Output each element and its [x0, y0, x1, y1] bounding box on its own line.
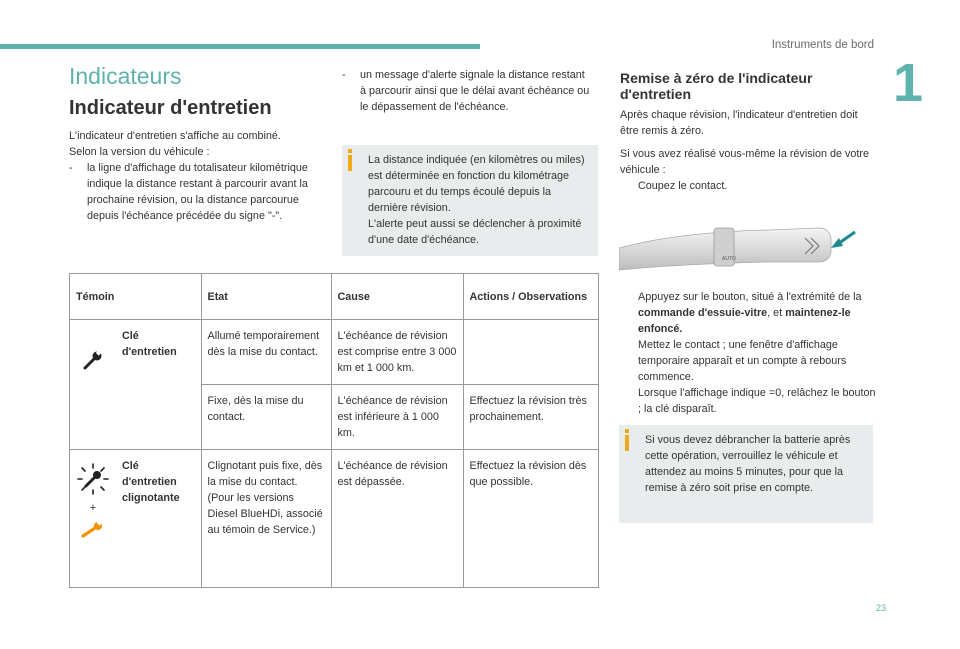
dash-marker: - — [342, 69, 346, 81]
wiper-stalk-illustration — [619, 210, 873, 285]
list-item — [620, 289, 876, 337]
header-accent-rule — [0, 44, 480, 49]
list-item — [69, 160, 319, 224]
step-text — [638, 289, 876, 337]
info-icon — [625, 429, 629, 433]
table-cell-actions: Effectuez la révision dès que possible. — [463, 450, 599, 588]
header-cause: Cause — [331, 274, 463, 320]
chapter-number: 1 — [893, 53, 924, 113]
table-cell-cause: L'échéance de révision est inférieure à 1 000 km. — [331, 385, 463, 450]
dash-marker: - — [69, 162, 73, 174]
indicator-table — [69, 273, 599, 588]
intro-line-1: L'indicateur d'entretien s'affiche au combiné. — [69, 130, 281, 142]
reset-steps — [620, 289, 876, 417]
table-cell-icon — [70, 450, 117, 588]
intro-line-2: Selon la version du véhicule : — [69, 146, 210, 158]
alert-text — [342, 67, 590, 115]
info-text-1: La distance indiquée (en kilomètres ou miles) est déterminée en fonction du kilométrage parcouru et du temps écoulé depuis la dernière révision. — [368, 154, 585, 214]
reset-steps-intro — [620, 146, 870, 194]
step-bullet-icon — [620, 385, 638, 417]
header-temoin: Témoin — [70, 274, 202, 320]
orange-wrench-icon — [80, 520, 106, 540]
table-header-row — [70, 274, 599, 320]
wrench-icon — [81, 348, 105, 372]
table-cell-etat: Clignotant puis fixe, dès la mise du contact. (Pour les versions Diesel BlueHDi, associé au témoin de Service.) — [201, 450, 331, 588]
reset-intro: Après chaque révision, l'indicateur d'entretien doit être remis à zéro. — [620, 109, 858, 137]
reset-section-title: Remise à zéro de l'indicateur d'entretien — [620, 70, 813, 102]
reset-condition: Si vous avez réalisé vous-même la révision de votre véhicule : — [620, 148, 870, 176]
table-cell-name: Clé d'entretien clignotante — [116, 450, 201, 588]
list-item — [342, 67, 590, 115]
step-text-a: Appuyez sur le bouton, situé à l'extrémité de la — [638, 291, 862, 303]
table-cell-cause: L'échéance de révision est dépassée. — [331, 450, 463, 588]
plus-sign: + — [89, 502, 97, 514]
section-title: Indicateurs — [69, 63, 182, 89]
table-row — [70, 320, 599, 385]
intro-text — [69, 128, 319, 224]
info-icon-bar — [348, 155, 352, 171]
chapter-title: Instruments de bord — [771, 39, 874, 51]
step-bullet-icon — [620, 289, 638, 337]
bullet-text: la ligne d'affichage du totalisateur kilométrique indique la distance restant à parcourir avant la prochaine révision, ou la distance parcourue depuis l'échéance précédée du signe "-". — [87, 162, 308, 222]
list-item — [620, 178, 870, 194]
info-box-distance — [342, 145, 598, 256]
info-icon-bar — [625, 435, 629, 451]
table-cell-actions: Effectuez la révision très prochainement. — [463, 385, 599, 450]
info-text-2: L'alerte peut aussi se déclencher à proximité d'une date d'échéance. — [368, 218, 582, 246]
step-text-bold-1: commande d'essuie-vitre — [638, 307, 768, 319]
step-text: Lorsque l'affichage indique =0, relâchez le bouton ; la clé disparaît. — [638, 387, 876, 415]
list-item — [620, 385, 876, 417]
step-text-c: , et — [767, 307, 786, 319]
step-text-bold-2: maintenez-le enfoncé. — [638, 307, 851, 335]
table-cell-cause: L'échéance de révision est comprise entre 3 000 km et 1 000 km. — [331, 320, 463, 385]
table-cell-name: Clé d'entretien — [116, 320, 201, 450]
table-cell-actions — [463, 320, 599, 385]
list-item — [620, 337, 876, 385]
stalk-auto-label: AUTO — [722, 256, 736, 262]
step-bullet-icon — [620, 337, 638, 385]
blinking-wrench-icon — [76, 462, 110, 496]
bullet-text: un message d'alerte signale la distance restant à parcourir ainsi que le délai avant échéance ou le dépassement de l'échéance. — [360, 69, 590, 113]
info-icon — [348, 149, 352, 153]
table-cell-etat: Fixe, dès la mise du contact. — [201, 385, 331, 450]
step-text: Mettez le contact ; une fenêtre d'affichage temporaire apparaît et un compte à rebours commence. — [638, 339, 847, 383]
info-box-battery — [619, 425, 873, 523]
header-actions: Actions / Observations — [463, 274, 599, 320]
info-text: Si vous devez débrancher la batterie après cette opération, verrouillez le véhicule et attendez au moins 5 minutes, pour que la remise à zéro soit prise en compte. — [645, 434, 851, 494]
page-title: Indicateur d'entretien — [69, 97, 272, 119]
table-cell-etat: Allumé temporairement dès la mise du contact. — [201, 320, 331, 385]
page-number: 23 — [875, 603, 886, 613]
header-etat: Etat — [201, 274, 331, 320]
step-bullet-icon — [620, 178, 638, 194]
table-row — [70, 450, 599, 588]
step-text: Coupez le contact. — [638, 180, 728, 192]
table-cell-icon — [70, 320, 117, 450]
